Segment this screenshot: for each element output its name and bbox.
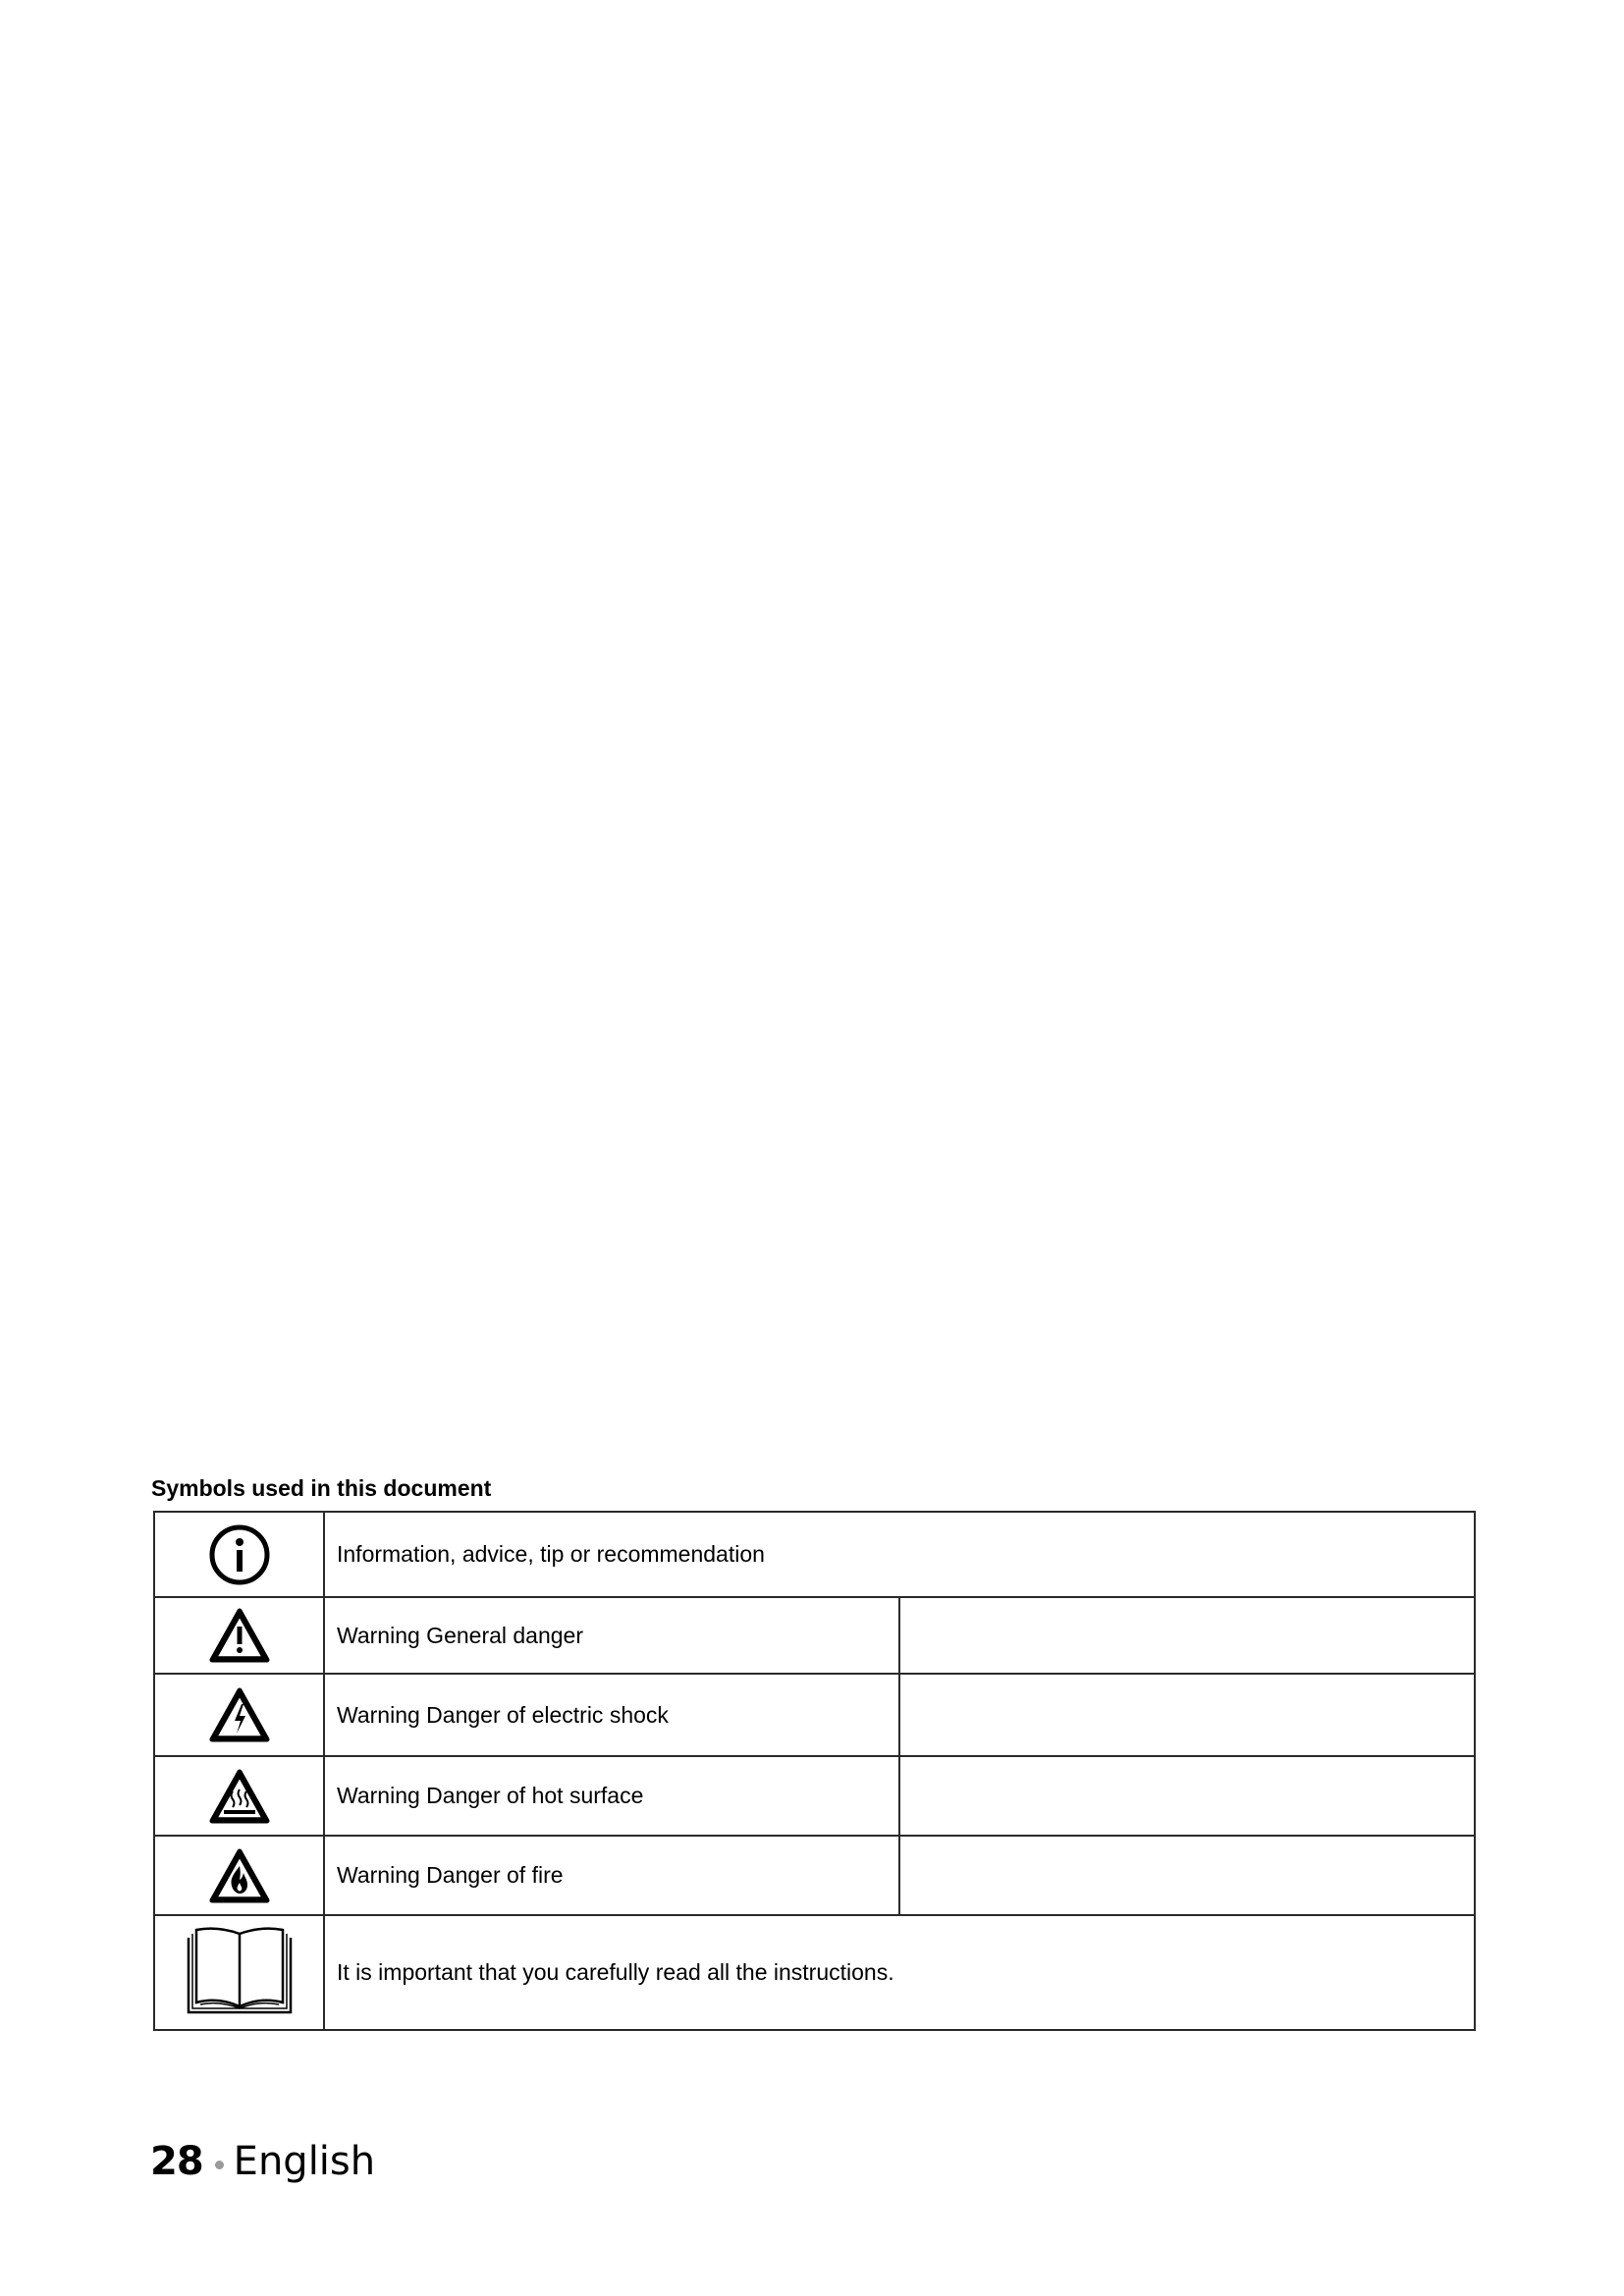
symbol-row-hot-surface (154, 1756, 1475, 1836)
icon-cell (154, 1512, 324, 1597)
page-footer (150, 2138, 375, 2185)
empty-cell (899, 1756, 1475, 1836)
symbol-row-general-danger (154, 1597, 1475, 1674)
symbol-label: It is important that you carefully read all the instructions. (324, 1915, 1475, 2030)
page-language: English (233, 2139, 376, 2184)
warning-hot-surface-icon (208, 1768, 271, 1825)
symbol-label: Warning Danger of fire (324, 1836, 899, 1915)
icon-cell (154, 1674, 324, 1756)
separator-dot (215, 2161, 224, 2169)
warning-fire-icon (208, 1847, 271, 1904)
info-icon (207, 1522, 272, 1587)
icon-cell (154, 1597, 324, 1674)
symbol-label: Information, advice, tip or recommendation (324, 1512, 1475, 1597)
symbol-row-info (154, 1512, 1475, 1597)
empty-cell (899, 1597, 1475, 1674)
symbol-label: Warning General danger (324, 1597, 899, 1674)
symbol-label: Warning Danger of electric shock (324, 1674, 899, 1756)
empty-cell (899, 1836, 1475, 1915)
symbol-row-fire (154, 1836, 1475, 1915)
warning-general-icon (208, 1607, 271, 1664)
symbol-label: Warning Danger of hot surface (324, 1756, 899, 1836)
warning-electric-shock-icon (208, 1686, 271, 1743)
icon-cell (154, 1756, 324, 1836)
empty-cell (899, 1674, 1475, 1756)
symbol-row-read-instructions (154, 1915, 1475, 2030)
section-title: Symbols used in this document (151, 1475, 492, 1501)
icon-cell (154, 1836, 324, 1915)
icon-cell (154, 1915, 324, 2030)
read-instructions-book-icon (185, 1926, 295, 2020)
symbols-table (153, 1511, 1476, 2031)
symbol-row-electric-shock (154, 1674, 1475, 1756)
page-number: 28 (150, 2139, 203, 2184)
